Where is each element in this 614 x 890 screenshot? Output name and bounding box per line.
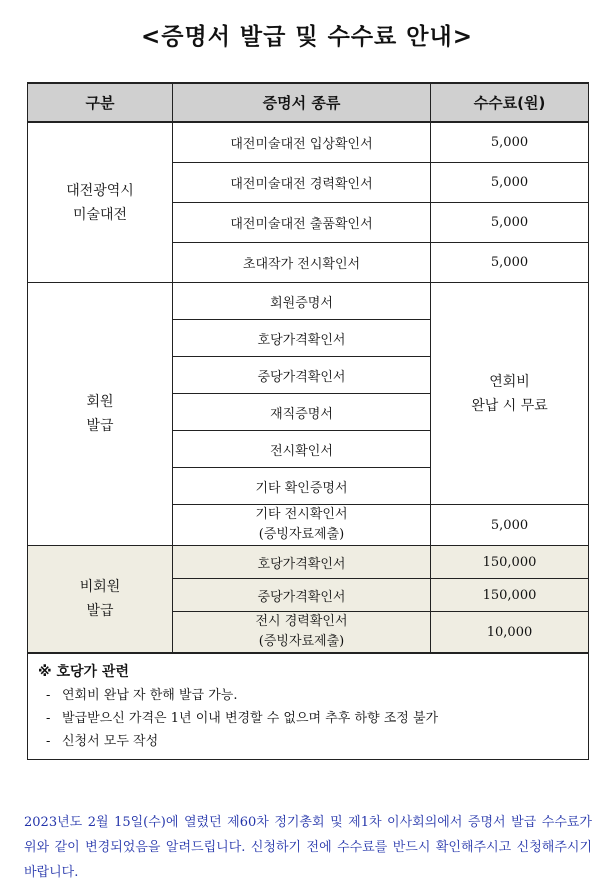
note-item: - 신청서 모두 작성 (46, 734, 159, 749)
header-fee: 수수료(원) (431, 83, 589, 122)
header-certificate-type: 증명서 종류 (173, 83, 431, 122)
certificate-name: 중당가격확인서 (173, 357, 431, 394)
certificate-name: 기타 확인증명서 (173, 468, 431, 505)
table-header-row (28, 83, 589, 122)
certificate-name: 대전미술대전 입상확인서 (173, 122, 431, 163)
certificate-name: 호당가격확인서 (173, 546, 431, 579)
group-label-member: 회원 발급 (28, 283, 173, 546)
fee-table (27, 82, 589, 760)
header-category: 구분 (28, 83, 173, 122)
note-item: - 연회비 완납 자 한해 발급 가능. (46, 688, 238, 703)
table-row (28, 283, 589, 320)
fee-value: 5,000 (431, 203, 589, 243)
table-row (28, 546, 589, 579)
certificate-name: 회원증명서 (173, 283, 431, 320)
certificate-name: 대전미술대전 경력확인서 (173, 163, 431, 203)
table-row (28, 122, 589, 163)
certificate-name: 전시확인서 (173, 431, 431, 468)
group-label-daejeon: 대전광역시 미술대전 (28, 122, 173, 283)
fee-value: 150,000 (431, 546, 589, 579)
certificate-name: 기타 전시확인서 (증빙자료제출) (173, 505, 431, 546)
fee-value: 5,000 (431, 243, 589, 283)
fee-value: 150,000 (431, 579, 589, 612)
fee-value: 5,000 (431, 505, 589, 546)
certificate-name: 초대작가 전시확인서 (173, 243, 431, 283)
note-row (28, 653, 589, 760)
note-box (28, 653, 589, 760)
fee-value: 5,000 (431, 163, 589, 203)
certificate-name: 대전미술대전 출품확인서 (173, 203, 431, 243)
certificate-name: 재직증명서 (173, 394, 431, 431)
certificate-name: 전시 경력확인서 (증빙자료제출) (173, 612, 431, 654)
note-item: - 발급받으신 가격은 1년 이내 변경할 수 없으며 추후 하향 조정 불가 (46, 711, 439, 726)
certificate-name: 호당가격확인서 (173, 320, 431, 357)
group-label-nonmember: 비회원 발급 (28, 546, 173, 654)
note-title: ※ 호당가 관련 (38, 664, 129, 680)
fee-value: 10,000 (431, 612, 589, 654)
fee-free-note: 연회비 완납 시 무료 (431, 283, 589, 505)
certificate-name: 중당가격확인서 (173, 579, 431, 612)
page-title: <증명서 발급 및 수수료 안내> (141, 24, 473, 50)
footer-notice: 2023년도 2월 15일(수)에 열렸던 제60차 정기총회 및 제1차 이사회의에서 증명서 발급 수수료가 위와 같이 변경되었음을 알려드립니다. 신청하기 전에 수수료를 반드시 확인해주시고 신청해주시기 바랍니다. (24, 815, 592, 880)
fee-value: 5,000 (431, 122, 589, 163)
